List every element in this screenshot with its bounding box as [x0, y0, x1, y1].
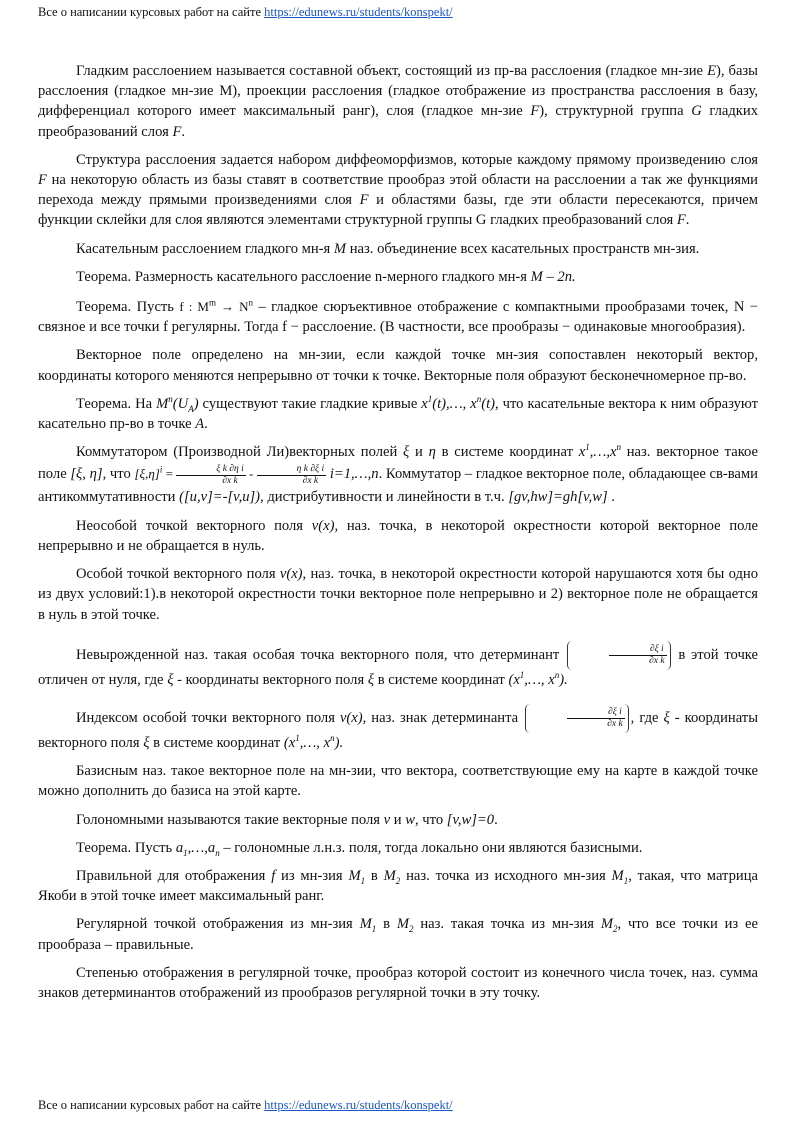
paragraph-basis-field: Базисным наз. такое векторное поле на мн-зии, что вектора, соответствующие ему на карте в каждой точке можно дополнить до базиса на этой карте.: [38, 763, 758, 800]
paragraph-smooth-bundle: Гладким расслоением называется составной объект, состоящий из пр-ва расслоения (гладкое мн-зие E), базы расслоения (гладкое мн-зие М), проекции расслоения (гладкое отображение из пространства расслоения в базу, дифференциал которого имеет максимальный ранг), слоя (гладкое мн-зие F), структурной группа G гладких преобразований слоя F.: [38, 63, 759, 140]
paragraph-regular-for-map: Правильной для отображения f из мн-зия $M_1$ в $M_2$ наз. точка из исходного мн-зия $M_1$, такая, что матрица Якоби в этой точке имеет максимальный ранг.: [38, 868, 758, 905]
header-link[interactable]: https://edunews.ru/students/konspekt/: [264, 5, 453, 19]
footer-link[interactable]: https://edunews.ru/students/konspekt/: [264, 1098, 453, 1112]
paragraph-bundle-structure: Структура расслоения задается набором диффеоморфизмов, которые каждому прямому произведению слоя F на некоторую область из базы ставят в соответствие прообраз этой области на расслоении а так же функциями перехода между прямыми произведениями слоя F и областями базы, где эти области пересекаются, причем функции склейки для слоя являются элементами структурной группы G гладких преобразований слоя F.: [38, 151, 759, 229]
paragraph-theorem-holonomic: Теорема. Пусть $a_1,\dots,a_n$ – голономные л.н.з. поля, тогда локально они являются базисными.: [76, 839, 643, 858]
paragraph-theorem-dimension: Теорема. Размерность касательного расслоение n-мерного гладкого мн-я M – 2n.: [76, 268, 576, 285]
paragraph-vector-field: Векторное поле определено на мн-зии, если каждой точке мн-зия сопоставлен некоторый вектор, координаты которого меняются непрерывно от точки к точке. Векторные поля образуют бесконечномерное пр-во.: [38, 347, 758, 384]
paragraph-regular-point: Регулярной точкой отображения из мн-зия $M_1$ в $M_2$ наз. такая точка из мн-зия $M_2$, что все точки из ее прообраза – правильные.: [38, 916, 758, 953]
paragraph-theorem-fibration: Теорема. Пусть f : $M^m \to N^n$ – гладкое сюръективное отображение с компактными прообразами точек, N − связное и все точки f регулярны. Тогда f − расслоение. (В частности, все прообразы − одинаковые многообразия).: [38, 297, 759, 336]
paragraph-theorem-curves: Теорема. На $M^n(U_A)$ существуют такие гладкие кривые $x^1(t),\dots$, $x^n(t)$, что касательные вектора к ним образуют касательно пр-во в точке A.: [38, 393, 759, 433]
paragraph-tangent-bundle: Касательным расслоением гладкого мн-я M наз. объединение всех касательных пространств мн-зия.: [76, 240, 700, 257]
paragraph-nondegenerate-point: Невырожденной наз. такая особая точка векторного поля, что детерминант $\frac{\text{∂ξ i}}{\text{∂x k}}$ в этой точке отличен от нуля, где ξ - координаты векторного поля ξ в системе координат ($x^1,\dots$, $x^n$).: [38, 641, 758, 690]
document-body: [38, 61, 758, 1011]
paragraph-degree: Степенью отображения в регулярной точке, прообраз которой состоит из конечного числа точек, наз. сумма знаков детерминантов отображений из прообразов регулярной точки в эту точку.: [38, 964, 758, 1002]
paragraph-index: Индексом особой точки векторного поля v(x), наз. знак детерминанта $\frac{\text{∂ξ i}}{\text{∂x k}}$ , где ξ - координаты векторного поля ξ в системе координат ($x^1,\dots$, $x^n$).: [38, 704, 758, 753]
header-text: Все о написании курсовых работ на сайте: [38, 5, 261, 19]
formula-commutator: $[\xi,\eta]^i$ = $\frac{\text{ξ k ∂η i}}{\text{∂x k}}$ - $\frac{\text{η k ∂ξ i}}{\text{∂x k}}$: [134, 463, 325, 486]
paragraph-singular-point: Особой точкой векторного поля v(x), наз. точка, в некоторой окрестности которой нарушаются хотя бы одно из двух условий:1).в некоторой окрестности точки векторное поле непрерывно и 2) векторное поле не обращается в нуль в этой точке.: [38, 566, 758, 623]
paragraph-nonsingular-point: Неособой точкой векторного поля v(x), наз. точка, в некоторой окрестности которой векторное поле непрерывно и не обращается в нуль.: [38, 517, 759, 554]
paragraph-commutator: Коммутатором (Производной Ли)векторных полей ξ и η в системе координат $x^1,\dots,x^n$ наз. векторное такое поле [ξ, η], что $[\xi,\eta]^i$ = $\frac{\text{ξ k ∂η i}}{\text{∂x k}}$ - $\frac{\text{η k ∂ξ i}}{\text{∂x k}}$ i=1,…,n. Коммутатор – гладкое векторное поле, обладающее св-вами антикоммутативности ([u,v]=-[v,u]), дистрибутивности и линейности в т.ч. [gv,hw]=gh[v,w] .: [38, 442, 759, 505]
formula-map: f : $M^m \to N^n$: [179, 297, 253, 315]
determinant-1: $\frac{\text{∂ξ i}}{\text{∂x k}}$: [567, 641, 671, 670]
page-footer: [38, 1097, 453, 1113]
paragraph-holonomic: Голономными называются такие векторные поля v и w, что [v,w]=0.: [76, 811, 498, 828]
footer-text: Все о написании курсовых работ на сайте: [38, 1098, 261, 1112]
determinant-2: $\frac{\text{∂ξ i}}{\text{∂x k}}$: [525, 704, 629, 733]
page-header: [38, 4, 453, 20]
